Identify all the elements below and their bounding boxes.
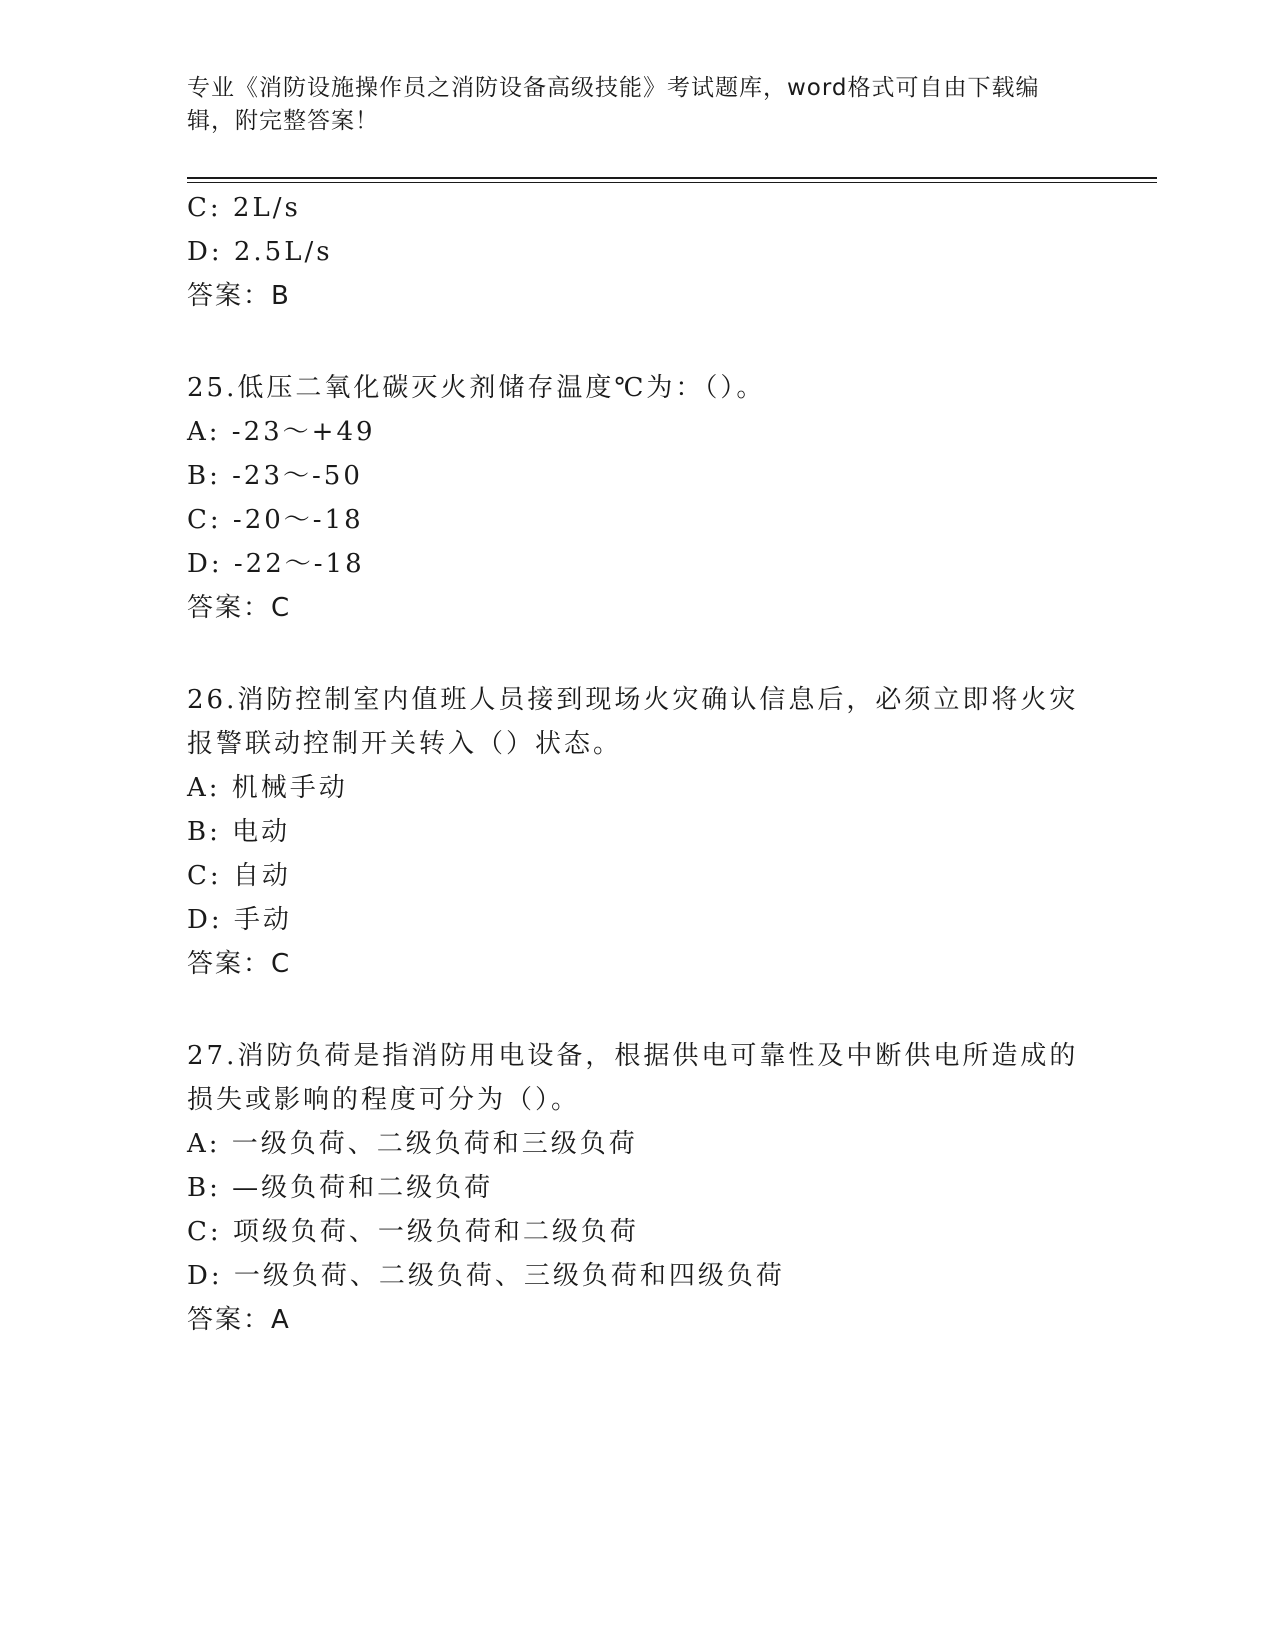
q27-option-c: C: 项级负荷、一级负荷和二级负荷 <box>187 1217 639 1247</box>
q25-option-d: D: -22～-18 <box>187 549 365 579</box>
q26-stem-line-1: 26.消防控制室内值班人员接到现场火灾确认信息后，必须立即将火灾 <box>187 685 1079 715</box>
q25-option-b: B: -23～-50 <box>187 461 363 491</box>
q25-option-a: A: -23～+49 <box>187 417 376 447</box>
q27-option-a: A: 一级负荷、二级负荷和三级负荷 <box>187 1129 638 1159</box>
q26-option-a: A: 机械手动 <box>187 773 348 803</box>
q27-option-b: B: —级负荷和二级负荷 <box>187 1173 494 1203</box>
q26-option-d: D: 手动 <box>187 905 292 935</box>
header-divider-thin <box>187 182 1157 183</box>
prev-answer: 答案：B <box>187 281 291 311</box>
q25-stem: 25.低压二氧化碳灭火剂储存温度℃为：（）。 <box>187 373 766 403</box>
header-divider-thick <box>187 177 1157 179</box>
q26-stem-line-2: 报警联动控制开关转入（）状态。 <box>187 729 623 759</box>
q27-stem-line-1: 27.消防负荷是指消防用电设备，根据供电可靠性及中断供电所造成的 <box>187 1041 1079 1071</box>
q26-option-c: C: 自动 <box>187 861 291 891</box>
q25-option-c: C: -20～-18 <box>187 505 364 535</box>
prev-option-d: D: 2.5L/s <box>187 237 333 267</box>
prev-option-c: C: 2L/s <box>187 193 301 223</box>
q26-answer: 答案：C <box>187 949 292 979</box>
q27-stem-line-2: 损失或影响的程度可分为（）。 <box>187 1085 581 1115</box>
q27-answer: 答案：A <box>187 1305 291 1335</box>
q25-answer: 答案：C <box>187 593 292 623</box>
header-line-2: 辑，附完整答案！ <box>187 108 379 134</box>
q27-option-d: D: 一级负荷、二级负荷、三级负荷和四级负荷 <box>187 1261 785 1291</box>
header-line-1: 专业《消防设施操作员之消防设备高级技能》考试题库，word格式可自由下载编 <box>187 75 1040 101</box>
q26-option-b: B: 电动 <box>187 817 291 847</box>
document-header <box>187 72 1087 138</box>
